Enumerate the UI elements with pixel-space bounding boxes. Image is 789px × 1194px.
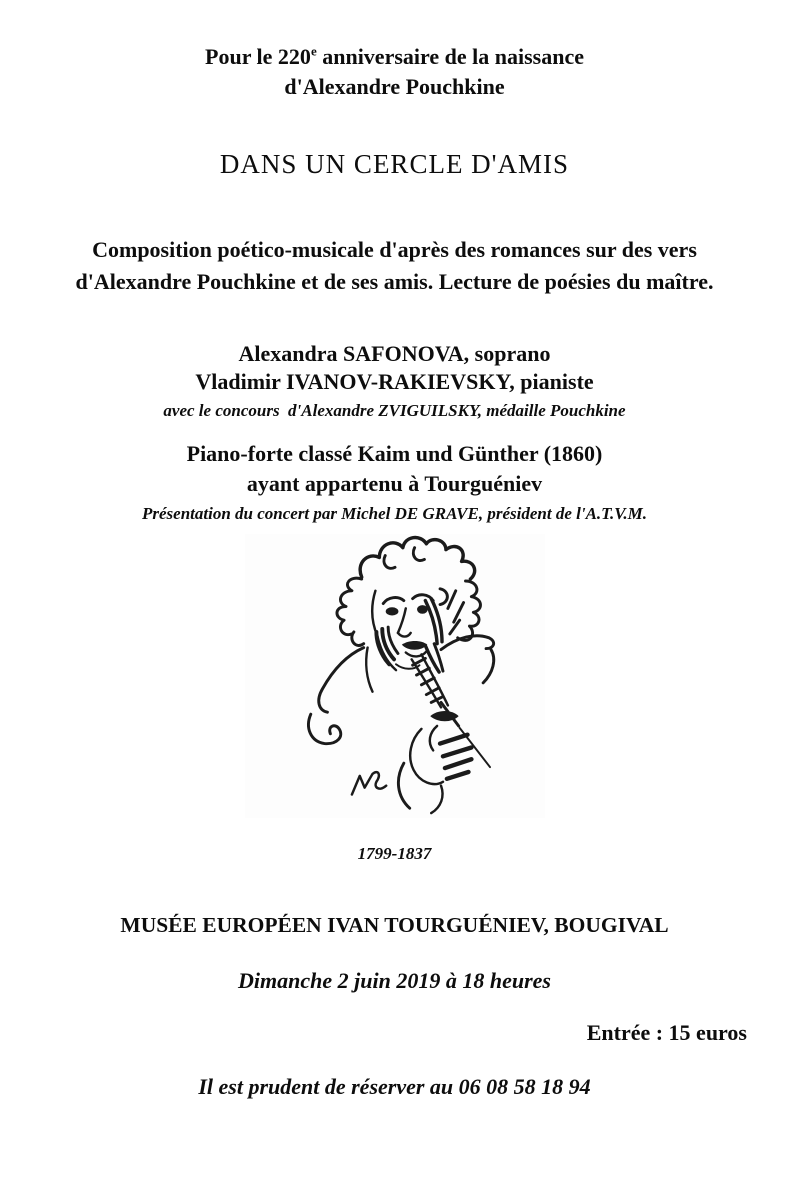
description-line-1: Composition poético-musicale d'après des romances sur des vers: [92, 237, 697, 262]
pushkin-portrait-sketch: [245, 534, 545, 818]
reservation-note: Il est prudent de réserver au 06 08 58 18 94: [198, 1074, 591, 1099]
signature: [351, 772, 385, 794]
venue: MUSÉE EUROPÉEN IVAN TOURGUÉNIEV, BOUGIVAL: [120, 913, 669, 937]
dedication-line-1: [0, 42, 789, 72]
dedication-superscript: e: [310, 43, 317, 59]
entry-price: Entrée : 15 euros: [586, 1020, 747, 1045]
dedication: [0, 42, 789, 102]
presenter-line: Présentation du concert par Michel DE GRAVE, président de l'A.T.V.M.: [141, 504, 648, 523]
concert-poster: [0, 42, 789, 1194]
performer-pianist: Vladimir IVANOV-RAKIEVSKY, pianiste: [195, 369, 594, 394]
dedication-suffix: anniversaire de la naissance: [316, 44, 584, 69]
dedication-line-2: d'Alexandre Pouchkine: [284, 74, 505, 99]
event-datetime: Dimanche 2 juin 2019 à 18 heures: [238, 968, 551, 993]
description-line-2: d'Alexandre Pouchkine et de ses amis. Lecture de poésies du maître.: [75, 269, 714, 294]
performers: [0, 340, 789, 423]
quill-feather: [411, 654, 447, 707]
instrument-line-1: Piano-forte classé Kaim und Günther (1860): [186, 441, 603, 466]
hair: [336, 538, 480, 646]
instrument-info: [0, 439, 789, 526]
hand-and-quill: [398, 702, 490, 813]
description: [0, 234, 789, 298]
performer-guest: avec le concours d'Alexandre ZVIGUILSKY, médaille Pouchkine: [163, 401, 626, 420]
shoulders: [308, 636, 493, 744]
portrait-figure: [0, 534, 789, 866]
instrument-line-2: ayant appartenu à Tourguéniev: [246, 471, 543, 496]
portrait-caption: 1799-1837: [357, 844, 432, 863]
performer-soprano: Alexandra SAFONOVA, soprano: [238, 341, 551, 366]
poster-title: DANS UN CERCLE D'AMIS: [219, 149, 570, 179]
dedication-prefix: Pour le 220: [205, 44, 311, 69]
